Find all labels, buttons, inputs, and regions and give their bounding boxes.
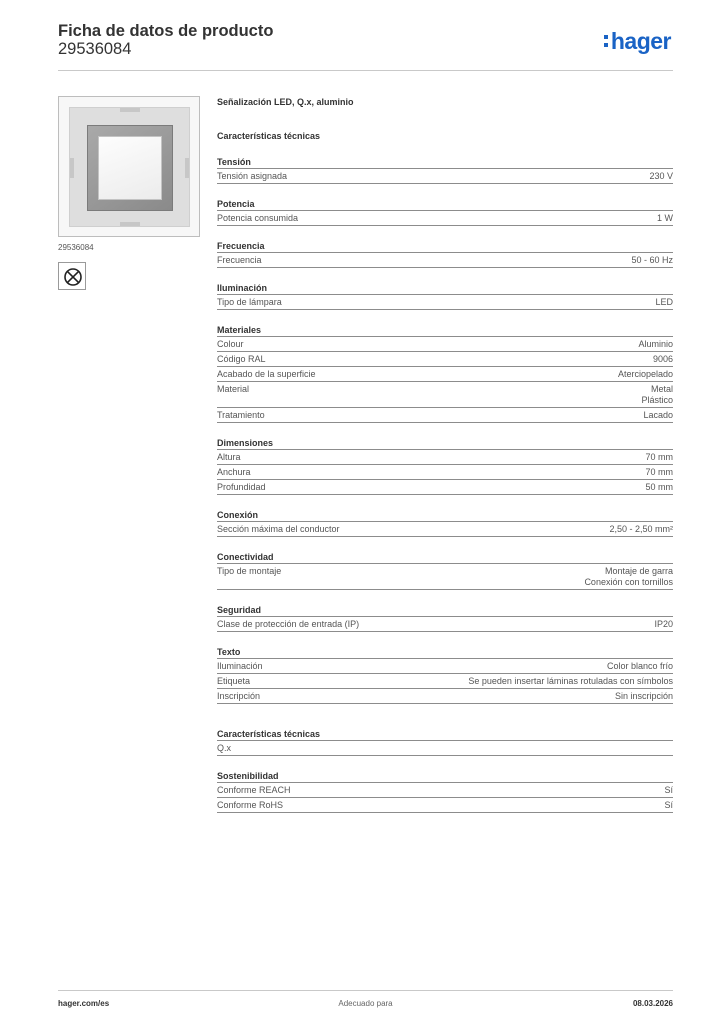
spec-label: Clase de protección de entrada (IP) xyxy=(217,619,360,629)
page-header xyxy=(58,20,673,71)
spec-section xyxy=(217,156,673,184)
spec-value xyxy=(643,410,673,421)
spec-row xyxy=(217,689,673,704)
spec-label: Anchura xyxy=(217,467,251,477)
spec-label: Tensión asignada xyxy=(217,171,288,181)
spec-row xyxy=(217,741,673,756)
aluminium-frame xyxy=(87,125,173,211)
spec-value-line: Montaje de garra xyxy=(604,566,673,576)
spec-value-line: LED xyxy=(655,297,673,307)
led-lens xyxy=(98,136,162,200)
spec-value xyxy=(670,743,673,754)
spec-section xyxy=(217,282,673,310)
spec-row xyxy=(217,798,673,813)
spec-label: Profundidad xyxy=(217,482,266,492)
spec-value-line: Plástico xyxy=(641,395,673,405)
product-number: 29536084 xyxy=(58,40,132,58)
section-title: Seguridad xyxy=(217,604,673,617)
spec-value xyxy=(607,661,673,672)
spec-row xyxy=(217,659,673,674)
section-title: Materiales xyxy=(217,324,673,337)
spec-value xyxy=(645,482,673,493)
section-title: Sostenibilidad xyxy=(217,770,673,783)
spec-value-line: Metal xyxy=(650,384,673,394)
spec-row xyxy=(217,480,673,495)
spec-value xyxy=(654,619,673,630)
spec-label: Potencia consumida xyxy=(217,213,299,223)
spec-value-line: Aterciopelado xyxy=(617,369,673,379)
spec-section xyxy=(217,770,673,813)
hager-logo[interactable] xyxy=(604,26,671,56)
spec-value-line: Lacado xyxy=(643,410,673,420)
spec-value xyxy=(655,297,673,308)
spec-value xyxy=(468,676,673,687)
spec-sheet xyxy=(217,96,673,813)
image-caption: 29536084 xyxy=(58,243,94,252)
section-title: Características técnicas xyxy=(217,728,673,741)
spec-label: Sección máxima del conductor xyxy=(217,524,340,534)
spec-value xyxy=(653,354,673,365)
spec-value xyxy=(631,255,673,266)
spec-value-line xyxy=(670,743,673,754)
spec-value-line: Sin inscripción xyxy=(614,691,673,701)
section-title: Tensión xyxy=(217,156,673,169)
spec-value-line: 1 W xyxy=(656,213,673,223)
spec-section xyxy=(217,324,673,423)
spec-label: Etiqueta xyxy=(217,676,251,686)
spec-label: Altura xyxy=(217,452,241,462)
spec-value xyxy=(657,213,673,224)
spec-row xyxy=(217,169,673,184)
spec-label: Frecuencia xyxy=(217,255,262,265)
spec-section xyxy=(217,240,673,268)
spec-row xyxy=(217,352,673,367)
spec-label: Q.x xyxy=(217,743,232,753)
product-image xyxy=(58,96,200,237)
logo-text: hager xyxy=(610,27,671,54)
spec-sections xyxy=(217,156,673,813)
mounting-plate xyxy=(69,107,190,227)
footer-date: 08.03.2026 xyxy=(632,999,673,1008)
spec-value-line: Aluminio xyxy=(638,339,673,349)
product-name: Señalización LED, Q.x, aluminio xyxy=(217,97,354,107)
spec-label: Código RAL xyxy=(217,354,266,364)
spec-row xyxy=(217,382,673,408)
spec-value-line: 9006 xyxy=(652,354,673,364)
spec-value-line: Sí xyxy=(664,800,673,810)
spec-row xyxy=(217,408,673,423)
spec-value xyxy=(641,384,673,406)
spec-row xyxy=(217,522,673,537)
spec-label: Acabado de la superficie xyxy=(217,369,316,379)
spec-value-line: 70 mm xyxy=(645,452,673,462)
spec-value xyxy=(649,171,673,182)
spec-value-line: Conexión con tornillos xyxy=(584,577,673,587)
spec-value xyxy=(618,369,673,380)
section-title: Potencia xyxy=(217,198,673,211)
spec-label: Tratamiento xyxy=(217,410,265,420)
spec-value xyxy=(645,452,673,463)
spec-label: Tipo de lámpara xyxy=(217,297,282,307)
spec-row xyxy=(217,367,673,382)
spec-value-line: 2,50 - 2,50 mm² xyxy=(609,524,673,534)
spec-value-line: Se pueden insertar láminas rotuladas con símbolos xyxy=(468,676,673,686)
spec-row xyxy=(217,211,673,226)
spec-label: Iluminación xyxy=(217,661,263,671)
spec-row xyxy=(217,617,673,632)
document-title: Ficha de datos de producto xyxy=(58,22,274,40)
spec-row xyxy=(217,783,673,798)
spec-value xyxy=(609,524,673,535)
spec-value xyxy=(584,566,673,588)
section-title: Frecuencia xyxy=(217,240,673,253)
spec-label: Inscripción xyxy=(217,691,261,701)
logo-dots-icon xyxy=(604,35,608,47)
footer-suitable-for: Adecuado para xyxy=(338,999,393,1008)
spec-row xyxy=(217,253,673,268)
spec-value xyxy=(645,467,673,478)
footer-website-link[interactable]: hager.com/es xyxy=(58,999,110,1008)
spec-label: Material xyxy=(217,384,250,394)
section-title: Iluminación xyxy=(217,282,673,295)
spec-value-line: 50 mm xyxy=(645,482,673,492)
section-title: Conexión xyxy=(217,509,673,522)
spec-row xyxy=(217,465,673,480)
spec-label: Conforme REACH xyxy=(217,785,291,795)
spec-section xyxy=(217,551,673,590)
section-title: Texto xyxy=(217,646,673,659)
section-title: Conectividad xyxy=(217,551,673,564)
spec-label: Conforme RoHS xyxy=(217,800,284,810)
spec-value xyxy=(615,691,673,702)
technical-characteristics-heading: Características técnicas xyxy=(217,131,321,141)
spec-section xyxy=(217,437,673,495)
spec-value xyxy=(664,800,673,811)
spec-label: Colour xyxy=(217,339,244,349)
spec-section xyxy=(217,604,673,632)
spec-section xyxy=(217,509,673,537)
lamp-symbol-icon xyxy=(58,262,86,290)
spec-value-line: 70 mm xyxy=(645,467,673,477)
spec-section xyxy=(217,728,673,756)
spec-row xyxy=(217,564,673,590)
page-footer xyxy=(58,990,673,1011)
spec-value-line: Color blanco frío xyxy=(606,661,673,671)
spec-value-line: Sí xyxy=(664,785,673,795)
spec-value xyxy=(638,339,673,350)
spec-value-line: 50 - 60 Hz xyxy=(631,255,673,265)
spec-section xyxy=(217,646,673,704)
spec-row xyxy=(217,450,673,465)
spec-row xyxy=(217,337,673,352)
spec-label: Tipo de montaje xyxy=(217,566,282,576)
spec-section xyxy=(217,198,673,226)
spec-value xyxy=(664,785,673,796)
spec-row xyxy=(217,295,673,310)
spec-row xyxy=(217,674,673,689)
spec-value-line: 230 V xyxy=(649,171,673,181)
section-title: Dimensiones xyxy=(217,437,673,450)
spec-value-line: IP20 xyxy=(654,619,673,629)
